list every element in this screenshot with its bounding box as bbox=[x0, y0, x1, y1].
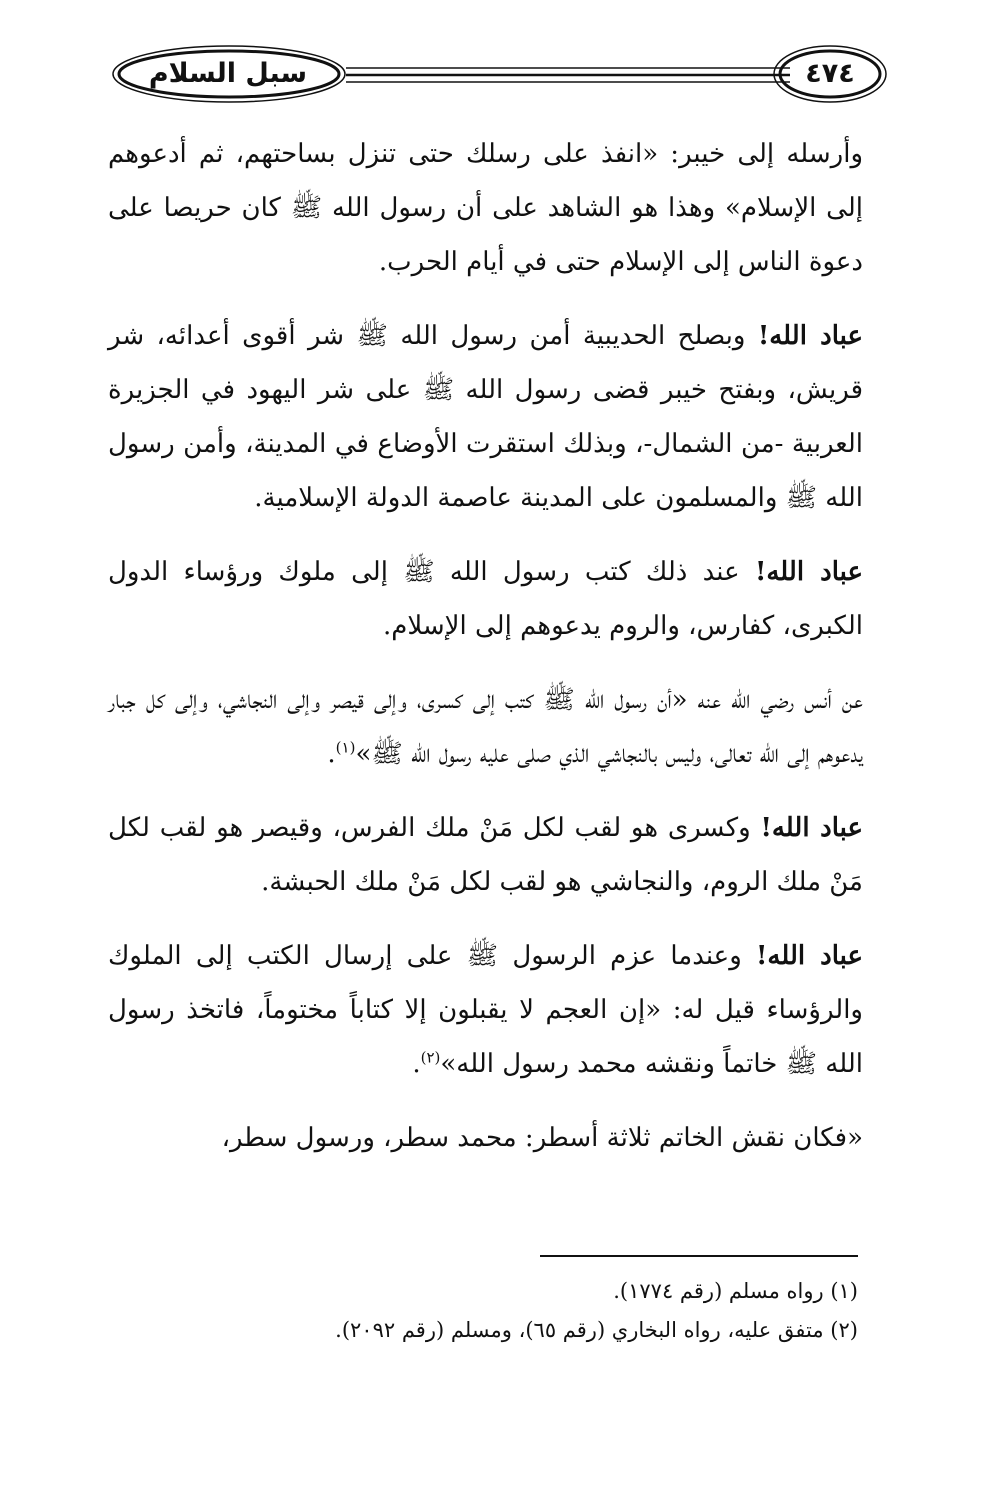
page-header bbox=[0, 0, 984, 120]
page-number: ٤٧٤ bbox=[805, 58, 855, 89]
paragraph-text: عند ذلك كتب رسول الله ﷺ إلى ملوك ورؤساء الدول الكبرى، كفارس، والروم يدعوهم إلى الإسلام. bbox=[108, 557, 863, 641]
paragraph-text: وأرسله إلى خيبر: «انفذ على رسلك حتى تنزل بساحتهم، ثم أدعوهم إلى الإسلام» وهذا هو الشاهد على أن رسول الله ﷺ كان حريصا على دعوة الناس إلى الإسلام حتى في أيام الحرب. bbox=[108, 139, 863, 277]
paragraph-lead: عباد الله! bbox=[754, 557, 863, 587]
paragraph-lead: عباد الله! bbox=[757, 321, 863, 351]
paragraph-text: وعندما عزم الرسول ﷺ على إرسال الكتب إلى الملوك والرؤساء قيل له: «إن العجم لا يقبلون إلا كتاباً مختوماً، فاتخذ رسول الله ﷺ خاتماً ونقشه محمد رسول الله» bbox=[108, 941, 863, 1079]
footnote-divider bbox=[540, 1255, 858, 1257]
footnote-marker-2: (٢) bbox=[420, 1048, 441, 1067]
paragraph-6 bbox=[108, 929, 863, 1091]
paragraph-7 bbox=[108, 1111, 863, 1165]
paragraph-5 bbox=[108, 801, 863, 909]
paragraph-text: وكسرى هو لقب لكل مَنْ ملك الفرس، وقيصر هو لقب لكل مَنْ ملك الروم، والنجاشي هو لقب لكل مَنْ ملك الحبشة. bbox=[108, 813, 863, 897]
paragraph-text: «فكان نقش الخاتم ثلاثة أسطر: محمد سطر، ورسول سطر، bbox=[221, 1123, 863, 1153]
paragraph-2 bbox=[108, 309, 863, 525]
footnote-1: (١) رواه مسلم (رقم ١٧٧٤). bbox=[613, 1279, 858, 1303]
main-text bbox=[108, 127, 863, 1185]
paragraph-3 bbox=[108, 545, 863, 653]
footnote-marker-1: (١) bbox=[335, 738, 356, 757]
footnotes bbox=[108, 1272, 858, 1350]
sentence-end: . bbox=[412, 1049, 421, 1079]
paragraph-text: وبصلح الحديبية أمن رسول الله ﷺ شر أقوى أعدائه، شر قريش، وبفتح خيبر قضى رسول الله ﷺ على شر اليهود في الجزيرة العربية -من الشمال-، وبذلك استقرت الأوضاع في المدينة، وأمن رسول الله ﷺ والمسلمون على المدينة عاصمة الدولة الإسلامية. bbox=[108, 321, 863, 513]
paragraph-1 bbox=[108, 127, 863, 289]
sentence-end: . bbox=[327, 739, 336, 769]
book-title: سبل السلام bbox=[148, 58, 308, 89]
paragraph-4 bbox=[108, 673, 863, 781]
paragraph-text: عن أنس رضي الله عنه «أن رسول الله ﷺ كتب إلى كسرى، وإلى قيصر وإلى النجاشي، وإلى كل جبار يدعوهم إلى الله تعالى، وليس بالنجاشي الذي صلى عليه رسول الله ﷺ» bbox=[108, 685, 863, 769]
paragraph-lead: عباد الله! bbox=[760, 813, 863, 843]
paragraph-lead: عباد الله! bbox=[756, 941, 863, 971]
footnote-2: (٢) متفق عليه، رواه البخاري (رقم ٦٥)، ومسلم (رقم ٢٠٩٢). bbox=[335, 1318, 858, 1342]
